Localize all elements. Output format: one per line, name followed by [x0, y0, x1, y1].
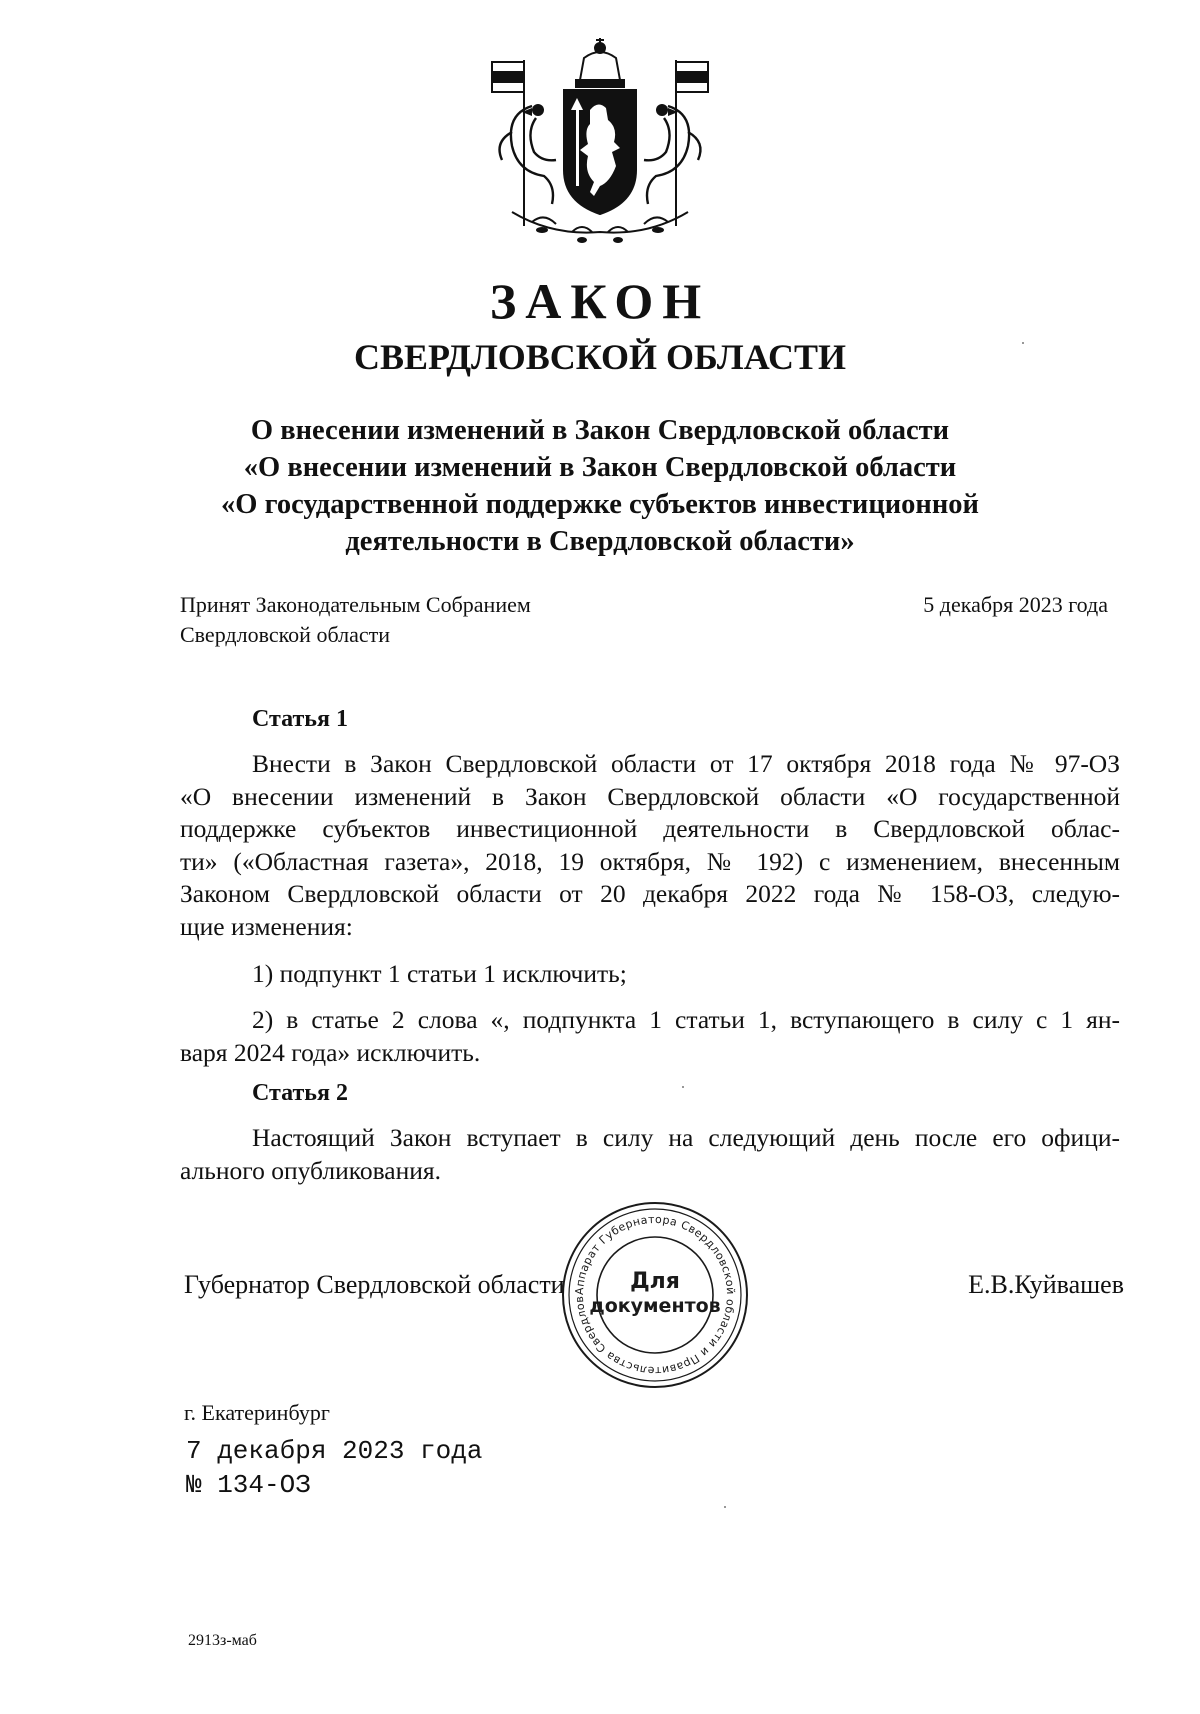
- article-1-item-2: [180, 1004, 1120, 1069]
- law-heading: [180, 412, 1020, 560]
- article-1-item-1: [180, 958, 1120, 991]
- official-stamp: [560, 1200, 750, 1390]
- sverdlovsk-coat-of-arms-icon: [472, 36, 728, 252]
- coat-of-arms: [472, 36, 728, 252]
- law-number: № 134-ОЗ: [186, 1470, 311, 1500]
- document-subtitle: СВЕРДЛОВСКОЙ ОБЛАСТИ: [354, 337, 846, 377]
- body-line: Настоящий Закон вступает в силу на следующий день после его офици-: [252, 1123, 1120, 1152]
- body-line: поддержке субъектов инвестиционной деятельности в Свердловской облас-: [180, 814, 1120, 843]
- scan-speck: [682, 1086, 684, 1088]
- official-stamp-icon: [560, 1200, 750, 1390]
- adoption-note: [180, 590, 531, 650]
- footer-code: 2913з-маб: [188, 1632, 257, 1649]
- body-line: 2) в статье 2 слова «, подпункта 1 статьи 1, вступающего в силу с 1 ян-: [252, 1005, 1120, 1034]
- adoption-line: Свердловской области: [180, 622, 390, 647]
- stamp-ring-text: Аппарат Губернатора Свердловской области и Правительства Свердлов: [572, 1212, 738, 1378]
- scan-speck: [724, 1506, 726, 1508]
- stamp-center-line: Для: [630, 1269, 680, 1294]
- heading-line: «О государственной поддержке субъектов инвестиционной: [221, 489, 979, 520]
- stamp-center-line: документов: [589, 1295, 721, 1317]
- signer-name: Е.В.Куйвашев: [968, 1270, 1124, 1299]
- signing-place: г. Екатеринбург: [184, 1400, 330, 1425]
- article-1-title: Статья 1: [252, 706, 348, 732]
- article-2-body: [180, 1122, 1120, 1187]
- body-line: 1) подпункт 1 статьи 1 исключить;: [252, 959, 627, 988]
- heading-line: деятельности в Свердловской области»: [345, 526, 855, 557]
- heading-line: О внесении изменений в Закон Свердловской области: [250, 415, 950, 446]
- body-line: «О внесении изменений в Закон Свердловской области «О государственной: [180, 781, 1120, 811]
- signer-position: Губернатор Свердловской области: [184, 1270, 565, 1299]
- body-line: варя 2024 года» исключить.: [180, 1037, 481, 1067]
- scan-speck: [1022, 342, 1024, 344]
- heading-line: «О внесении изменений в Закон Свердловской области: [243, 452, 957, 483]
- body-line: ального опубликования.: [180, 1155, 442, 1185]
- body-line: ти» («Областная газета», 2018, 19 октября, № 192) с изменением, внесенным: [180, 846, 1120, 876]
- body-line: щие изменения:: [180, 911, 353, 941]
- adoption-line: Принят Законодательным Собранием: [180, 592, 531, 617]
- adoption-date: 5 декабря 2023 года: [923, 592, 1108, 617]
- article-1-body: [180, 748, 1120, 943]
- article-2-title: Статья 2: [252, 1080, 348, 1106]
- signing-date: 7 декабря 2023 года: [186, 1436, 483, 1466]
- body-line: Внести в Закон Свердловской области от 17 октября 2018 года № 97-ОЗ: [252, 749, 1120, 778]
- body-line: Законом Свердловской области от 20 декабря 2022 года № 158-ОЗ, следую-: [180, 879, 1120, 908]
- document-title: ЗАКОН: [489, 273, 711, 329]
